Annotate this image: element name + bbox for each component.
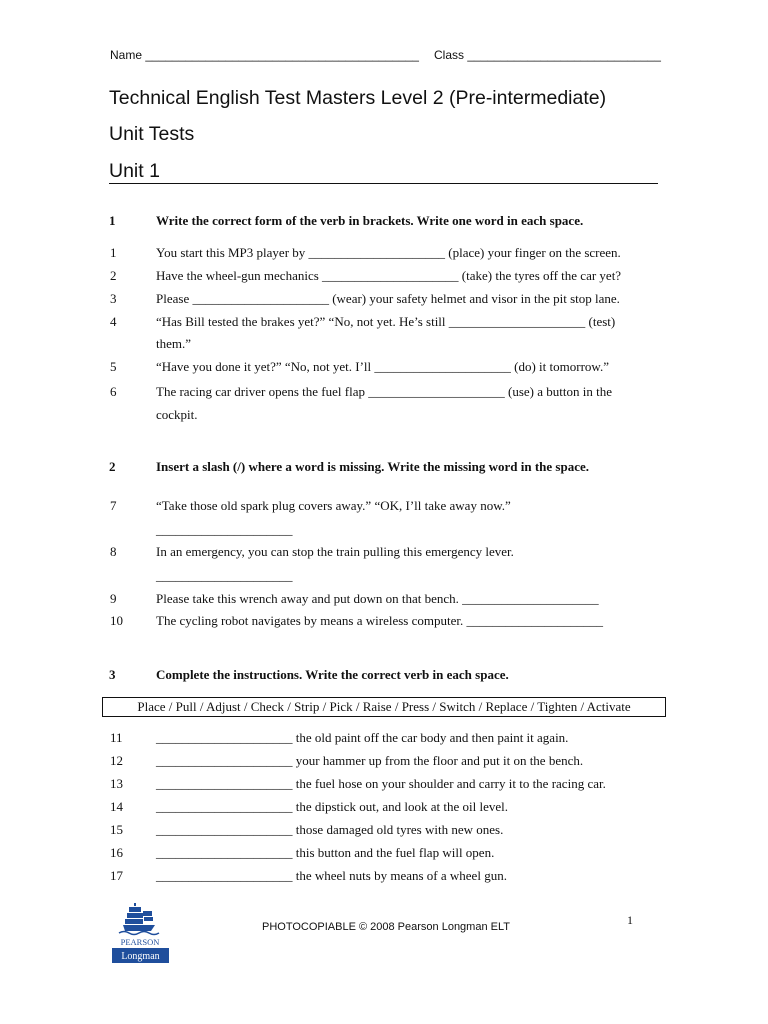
answer-blank: _____________________ [156, 568, 293, 583]
question-number: 15 [110, 822, 123, 837]
question-text: Have the wheel-gun mechanics _____________________ (take) the tyres off the car yet? [156, 268, 622, 283]
document-title: Technical English Test Masters Level 2 (Pre-intermediate) [109, 87, 607, 109]
section-2-number: 2 [109, 459, 116, 474]
document-subtitle: Unit Tests [109, 123, 195, 145]
question-text: Please _____________________ (wear) your safety helmet and visor in the pit stop lane. [156, 291, 620, 306]
question-number: 6 [110, 384, 117, 399]
question-number: 16 [110, 845, 123, 860]
question-text: _____________________ the old paint off the car body and then paint it again. [156, 730, 569, 745]
question-number: 7 [110, 498, 117, 513]
question-number: 8 [110, 544, 117, 559]
copyright-footer: PHOTOCOPIABLE © 2008 Pearson Longman ELT [262, 921, 510, 933]
question-text: “Has Bill tested the brakes yet?” “No, not yet. He’s still _____________________ (test) [156, 314, 616, 329]
question-number: 4 [110, 314, 117, 329]
question-text: _____________________ those damaged old tyres with new ones. [156, 822, 504, 837]
question-text: The racing car driver opens the fuel flap _____________________ (use) a button in the [156, 384, 612, 399]
unit-heading: Unit 1 [109, 160, 160, 182]
answer-blank: _____________________ [156, 522, 293, 537]
question-text-continued: cockpit. [156, 407, 198, 422]
section-1-number: 1 [109, 213, 116, 228]
question-text: “Have you done it yet?” “No, not yet. I’ll _____________________ (do) it tomorrow.” [156, 359, 609, 374]
question-number: 13 [110, 776, 123, 791]
question-text: In an emergency, you can stop the train pulling this emergency lever. [156, 544, 514, 559]
question-text: _____________________ the fuel hose on your shoulder and carry it to the racing car. [156, 776, 606, 791]
logo-brand-text: PEARSON [120, 937, 160, 947]
page-number: 1 [627, 913, 633, 927]
question-number: 1 [110, 245, 117, 260]
question-number: 17 [110, 868, 123, 883]
pearson-longman-logo [111, 903, 171, 965]
question-text-continued: them.” [156, 336, 192, 351]
question-number: 3 [110, 291, 117, 306]
section-3-number: 3 [109, 667, 116, 682]
question-number: 10 [110, 613, 123, 628]
question-text: _____________________ this button and the fuel flap will open. [156, 845, 495, 860]
question-number: 14 [110, 799, 123, 814]
logo-sub-text: Longman [121, 951, 160, 962]
class-field-label: Class _____________________________ [434, 48, 661, 62]
section-3-instruction: Complete the instructions. Write the correct verb in each space. [156, 667, 509, 682]
question-text: “Take those old spark plug covers away.” “OK, I’ll take away now.” [156, 498, 511, 513]
question-text: _____________________ the wheel nuts by means of a wheel gun. [156, 868, 507, 883]
question-number: 5 [110, 359, 117, 374]
pearson-ship-icon [111, 903, 171, 965]
question-text: _____________________ the dipstick out, and look at the oil level. [156, 799, 509, 814]
unit-heading-rule [109, 183, 658, 184]
question-text: The cycling robot navigates by means a wireless computer. _____________________ [156, 613, 603, 628]
question-number: 12 [110, 753, 123, 768]
name-field-label: Name _________________________________________ [110, 48, 419, 62]
question-number: 11 [110, 730, 123, 745]
section-1-instruction: Write the correct form of the verb in brackets. Write one word in each space. [156, 213, 584, 228]
question-text: _____________________ your hammer up from the floor and put it on the bench. [156, 753, 584, 768]
section-2-instruction: Insert a slash (/) where a word is missing. Write the missing word in the space. [156, 459, 589, 474]
question-number: 9 [110, 591, 117, 606]
question-text: Please take this wrench away and put down on that bench. _____________________ [156, 591, 599, 606]
question-number: 2 [110, 268, 117, 283]
word-box: Place / Pull / Adjust / Check / Strip / Pick / Raise / Press / Switch / Replace / Tighten / Activate [102, 697, 666, 717]
question-text: You start this MP3 player by _____________________ (place) your finger on the screen. [156, 245, 621, 260]
